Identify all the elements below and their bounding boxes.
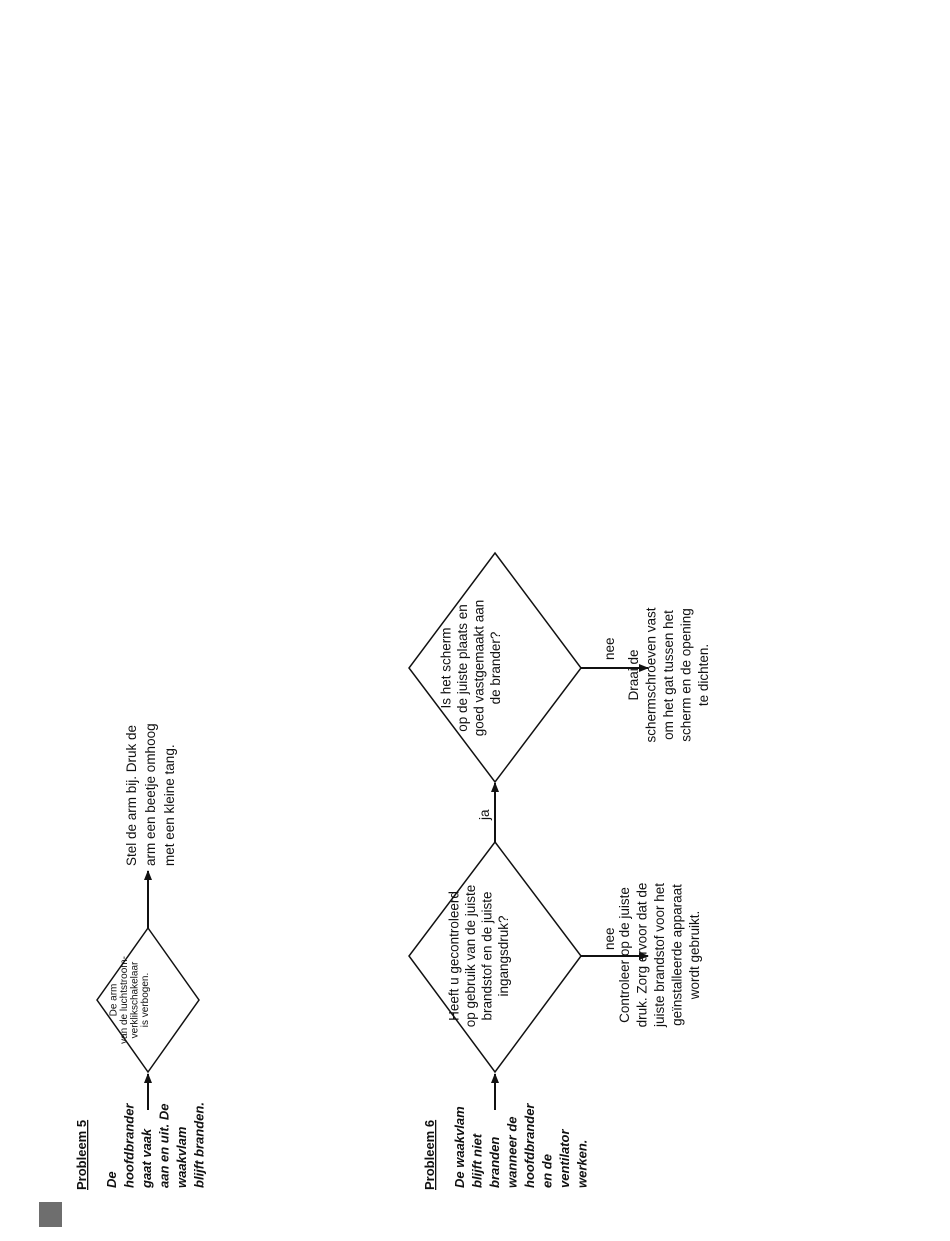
problem5-action-text <box>124 723 177 866</box>
text-line: De arm <box>108 983 120 1017</box>
text-line: met een kleine tang. <box>162 744 177 866</box>
text-line: hoofdbrander <box>121 1103 137 1188</box>
text-line: van de luchtstroom- <box>118 956 130 1044</box>
problem6-decision2-no-label: nee <box>602 637 617 660</box>
text-line: geïnstalleerde apparaat <box>669 884 685 1026</box>
text-line: verklikschakelaar <box>129 961 141 1039</box>
text-line: Draai de <box>626 649 641 701</box>
text-line: branden <box>487 1136 502 1188</box>
text-line: blijft branden. <box>191 1102 207 1188</box>
text-line: Controleer op de juiste <box>617 887 632 1023</box>
text-line: wordt gebruikt. <box>687 910 702 1000</box>
text-line: te dichten. <box>696 643 711 707</box>
text-line: arm een beetje omhoog <box>143 723 158 866</box>
text-line: waakvlam <box>174 1126 189 1188</box>
text-line: Heeft u gecontroleerd <box>446 891 462 1021</box>
text-line: gaat vaak <box>139 1128 154 1188</box>
text-line: scherm en de opening <box>678 608 694 742</box>
problem6-symptom <box>452 1103 590 1188</box>
text-line: druk. Zorg ervoor dat de <box>634 882 650 1028</box>
text-line: ingangsdruk? <box>495 915 511 997</box>
page-marker-block <box>39 1202 62 1227</box>
text-line: Is het scherm <box>438 627 454 709</box>
problem6-decision1-no-label: nee <box>602 927 617 950</box>
text-line: op gebruik van de juiste <box>462 884 478 1028</box>
text-line: wanneer de <box>504 1116 520 1188</box>
problem6-action1-text <box>617 883 702 1028</box>
text-line: hoofdbrander <box>522 1103 537 1188</box>
problem6-decision1-yes-label: ja <box>477 809 492 820</box>
text-line: om het gat tussen het <box>661 610 676 740</box>
text-line: werken. <box>574 1139 590 1188</box>
problem5-heading: Probleem 5 <box>74 1119 89 1190</box>
text-line: is verbogen. <box>139 972 151 1028</box>
text-line: Stel de arm bij. Druk de <box>124 724 139 866</box>
text-line: goed vastgemaakt aan <box>471 599 487 737</box>
text-line: blijft niet <box>469 1133 485 1188</box>
text-line: juiste brandstof voor het <box>652 882 667 1028</box>
text-line: De <box>104 1171 119 1188</box>
text-line: de brander? <box>487 631 503 705</box>
problem6-heading: Probleem 6 <box>422 1119 437 1190</box>
text-line: en de <box>539 1154 555 1188</box>
problem6-action2-text <box>626 607 711 742</box>
text-line: op de juiste plaats en <box>454 604 470 732</box>
text-line: ventilator <box>557 1129 572 1188</box>
text-line: schermschroeven vast <box>643 607 659 743</box>
problem5-symptom <box>104 1102 207 1189</box>
text-line: aan en uit. De <box>156 1103 172 1188</box>
text-line: De waakvlam <box>452 1106 467 1188</box>
text-line: brandstof en de juiste <box>479 891 495 1021</box>
